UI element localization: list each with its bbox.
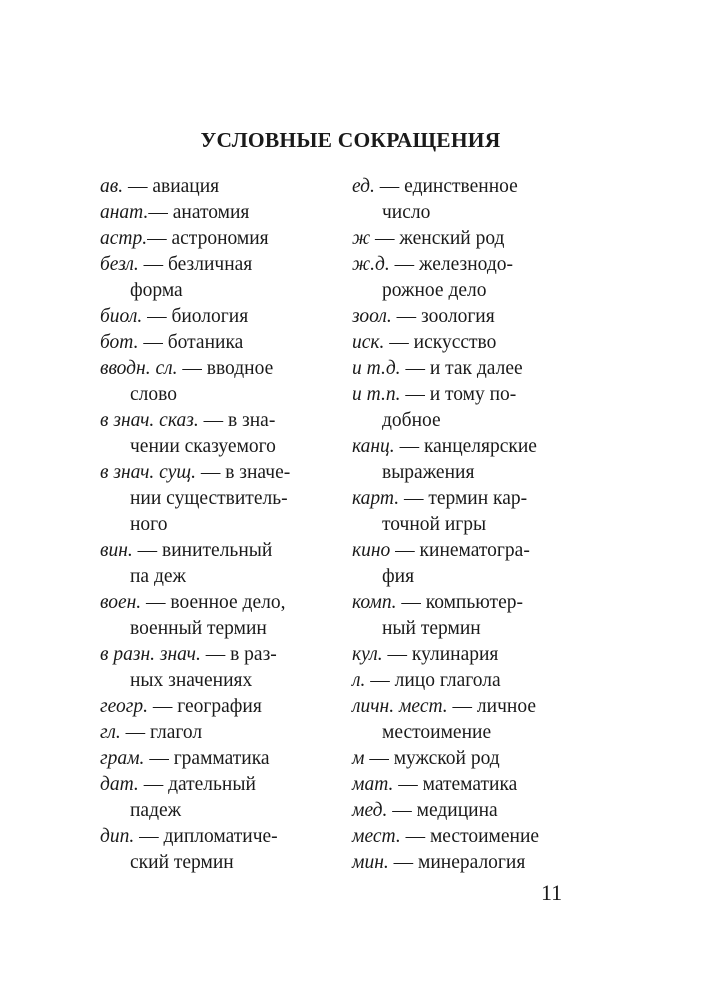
abbreviation-definition: — лицо глагола bbox=[365, 670, 501, 691]
entry-continuation-line bbox=[100, 798, 345, 824]
entry-first-line bbox=[352, 850, 602, 876]
abbreviation-definition: — авиация bbox=[123, 176, 220, 197]
abbreviation-definition: военный термин bbox=[130, 618, 267, 639]
abbreviation-term: карт. bbox=[352, 488, 400, 509]
abbreviation-term: бот. bbox=[100, 332, 139, 353]
abbreviation-definition: ного bbox=[130, 514, 168, 535]
abbreviation-entry bbox=[352, 668, 602, 694]
entry-first-line bbox=[352, 798, 602, 824]
abbreviations-right-column bbox=[352, 174, 602, 876]
abbreviation-entry bbox=[352, 382, 602, 434]
abbreviation-definition: — в значе- bbox=[195, 462, 291, 483]
abbreviation-entry bbox=[352, 538, 602, 590]
entry-first-line bbox=[352, 434, 602, 460]
abbreviation-term: мест. bbox=[352, 826, 401, 847]
entry-first-line bbox=[352, 486, 602, 512]
abbreviation-entry bbox=[352, 642, 602, 668]
abbreviation-entry bbox=[100, 694, 345, 720]
abbreviation-entry bbox=[100, 772, 345, 824]
abbreviation-definition: точной игры bbox=[382, 514, 487, 535]
abbreviation-definition: — термин кар- bbox=[399, 488, 528, 509]
entry-first-line bbox=[100, 642, 345, 668]
abbreviation-definition: — анатомия bbox=[148, 202, 250, 223]
abbreviation-entry bbox=[100, 226, 345, 252]
abbreviation-term: вин. bbox=[100, 540, 133, 561]
entry-first-line bbox=[352, 642, 602, 668]
entry-first-line bbox=[100, 330, 345, 356]
entry-first-line bbox=[352, 590, 602, 616]
abbreviation-term: кино bbox=[352, 540, 391, 561]
abbreviation-definition: ных значениях bbox=[130, 670, 253, 691]
abbreviation-definition: фия bbox=[382, 566, 415, 587]
abbreviation-entry bbox=[100, 200, 345, 226]
abbreviation-definition: — и так далее bbox=[400, 358, 523, 379]
abbreviation-definition: — астрономия bbox=[147, 228, 269, 249]
abbreviation-term: в знач. сказ. bbox=[100, 410, 199, 431]
entry-first-line bbox=[352, 694, 602, 720]
entry-first-line bbox=[352, 330, 602, 356]
abbreviation-definition: — минералогия bbox=[388, 852, 526, 873]
entry-first-line bbox=[352, 356, 602, 382]
entry-continuation-line bbox=[100, 486, 345, 512]
entry-continuation-line bbox=[352, 616, 602, 642]
entry-continuation-line bbox=[100, 564, 345, 590]
abbreviation-definition: — математика bbox=[393, 774, 518, 795]
abbreviation-term: воен. bbox=[100, 592, 142, 613]
abbreviation-term: ж.д. bbox=[352, 254, 390, 275]
abbreviation-entry bbox=[100, 746, 345, 772]
abbreviation-entry bbox=[100, 174, 345, 200]
abbreviation-term: геогр. bbox=[100, 696, 148, 717]
abbreviation-term: м bbox=[352, 748, 365, 769]
entry-first-line bbox=[352, 668, 602, 694]
entry-first-line bbox=[100, 252, 345, 278]
entry-first-line bbox=[100, 356, 345, 382]
abbreviation-term: мин. bbox=[352, 852, 389, 873]
abbreviation-entry bbox=[352, 772, 602, 798]
abbreviation-entry bbox=[100, 720, 345, 746]
entry-continuation-line bbox=[100, 668, 345, 694]
entry-first-line bbox=[100, 746, 345, 772]
abbreviation-term: иск. bbox=[352, 332, 385, 353]
abbreviation-definition: ный термин bbox=[382, 618, 481, 639]
entry-continuation-line bbox=[352, 200, 602, 226]
abbreviation-term: биол. bbox=[100, 306, 143, 327]
entry-first-line bbox=[352, 174, 602, 200]
abbreviation-entry bbox=[352, 174, 602, 226]
abbreviation-entry bbox=[352, 252, 602, 304]
entry-first-line bbox=[100, 538, 345, 564]
entry-first-line bbox=[352, 226, 602, 252]
abbreviation-entry bbox=[352, 824, 602, 850]
entry-first-line bbox=[100, 772, 345, 798]
abbreviation-term: кул. bbox=[352, 644, 383, 665]
entry-first-line bbox=[100, 304, 345, 330]
abbreviation-definition: нии существитель- bbox=[130, 488, 288, 509]
abbreviation-term: и т.д. bbox=[352, 358, 401, 379]
entry-continuation-line bbox=[100, 850, 345, 876]
entry-continuation-line bbox=[100, 382, 345, 408]
entry-continuation-line bbox=[100, 278, 345, 304]
abbreviation-definition: выражения bbox=[382, 462, 475, 483]
abbreviation-entry bbox=[100, 408, 345, 460]
abbreviation-definition: — глагол bbox=[120, 722, 203, 743]
page-number: 11 bbox=[541, 880, 563, 905]
abbreviation-definition: форма bbox=[130, 280, 183, 301]
abbreviation-definition: — в зна- bbox=[198, 410, 276, 431]
abbreviation-entry bbox=[352, 226, 602, 252]
abbreviation-entry bbox=[100, 460, 345, 538]
abbreviation-definition: — дипломатиче- bbox=[134, 826, 278, 847]
abbreviation-definition: — дательный bbox=[138, 774, 256, 795]
abbreviation-definition: падеж bbox=[130, 800, 182, 821]
abbreviation-term: мат. bbox=[352, 774, 394, 795]
abbreviation-term: в разн. знач. bbox=[100, 644, 201, 665]
abbreviation-definition: — биология bbox=[142, 306, 249, 327]
entry-continuation-line bbox=[352, 460, 602, 486]
abbreviation-entry bbox=[352, 356, 602, 382]
abbreviation-entry bbox=[352, 304, 602, 330]
abbreviation-definition: — мужской род bbox=[364, 748, 500, 769]
abbreviation-entry bbox=[100, 252, 345, 304]
abbreviation-definition: — личное bbox=[447, 696, 536, 717]
abbreviation-term: анат. bbox=[100, 202, 149, 223]
abbreviation-term: гл. bbox=[100, 722, 121, 743]
entry-continuation-line bbox=[100, 616, 345, 642]
abbreviation-definition: — вводное bbox=[177, 358, 274, 379]
abbreviation-definition: — медицина bbox=[387, 800, 498, 821]
abbreviation-entry bbox=[352, 486, 602, 538]
abbreviation-definition: — ботаника bbox=[138, 332, 244, 353]
entry-first-line bbox=[352, 824, 602, 850]
abbreviation-entry bbox=[352, 694, 602, 746]
abbreviation-definition: — военное дело, bbox=[141, 592, 286, 613]
entry-first-line bbox=[352, 304, 602, 330]
entry-first-line bbox=[352, 538, 602, 564]
abbreviation-entry bbox=[352, 798, 602, 824]
entry-first-line bbox=[352, 772, 602, 798]
entry-continuation-line bbox=[352, 720, 602, 746]
abbreviation-definition: число bbox=[382, 202, 431, 223]
abbreviation-definition: — искусство bbox=[384, 332, 497, 353]
entry-first-line bbox=[100, 174, 345, 200]
abbreviation-definition: — грамматика bbox=[144, 748, 270, 769]
abbreviation-entry bbox=[352, 746, 602, 772]
abbreviation-definition: рожное дело bbox=[382, 280, 487, 301]
abbreviation-term: астр. bbox=[100, 228, 148, 249]
abbreviation-term: личн. мест. bbox=[352, 696, 448, 717]
abbreviation-definition: — местоимение bbox=[400, 826, 540, 847]
abbreviation-term: в знач. сущ. bbox=[100, 462, 196, 483]
page-title: УСЛОВНЫЕ СОКРАЩЕНИЯ bbox=[200, 128, 501, 152]
abbreviation-term: грам. bbox=[100, 748, 145, 769]
entry-first-line bbox=[100, 590, 345, 616]
abbreviation-definition: — железнодо- bbox=[389, 254, 514, 275]
abbreviation-term: ед. bbox=[352, 176, 375, 197]
abbreviation-definition: — канцелярские bbox=[394, 436, 537, 457]
abbreviation-term: безл. bbox=[100, 254, 139, 275]
abbreviation-term: комп. bbox=[352, 592, 397, 613]
entry-continuation-line bbox=[100, 434, 345, 460]
abbreviation-definition: — винительный bbox=[132, 540, 273, 561]
entry-first-line bbox=[352, 746, 602, 772]
entry-continuation-line bbox=[352, 564, 602, 590]
abbreviation-definition: ский термин bbox=[130, 852, 234, 873]
abbreviation-definition: — кинематогра- bbox=[390, 540, 530, 561]
entry-first-line bbox=[100, 408, 345, 434]
abbreviation-entry bbox=[100, 330, 345, 356]
entry-first-line bbox=[100, 460, 345, 486]
abbreviation-term: вводн. сл. bbox=[100, 358, 178, 379]
abbreviation-term: дип. bbox=[100, 826, 135, 847]
entry-first-line bbox=[100, 824, 345, 850]
entry-first-line bbox=[352, 382, 602, 408]
abbreviation-entry bbox=[100, 304, 345, 330]
entry-first-line bbox=[100, 200, 345, 226]
abbreviation-definition: — география bbox=[148, 696, 262, 717]
entry-first-line bbox=[100, 226, 345, 252]
abbreviation-entry bbox=[352, 590, 602, 642]
abbreviation-entry bbox=[100, 538, 345, 590]
abbreviation-term: канц. bbox=[352, 436, 395, 457]
abbreviation-term: и т.п. bbox=[352, 384, 401, 405]
abbreviation-definition: — в раз- bbox=[200, 644, 277, 665]
abbreviation-definition: — единственное bbox=[374, 176, 518, 197]
abbreviation-term: мед. bbox=[352, 800, 388, 821]
abbreviation-term: л. bbox=[352, 670, 366, 691]
abbreviation-definition: — и тому по- bbox=[400, 384, 517, 405]
abbreviation-definition: — женский род bbox=[370, 228, 505, 249]
abbreviation-term: зоол. bbox=[352, 306, 392, 327]
abbreviations-left-column bbox=[100, 174, 345, 876]
entry-continuation-line bbox=[100, 512, 345, 538]
abbreviation-definition: па деж bbox=[130, 566, 187, 587]
abbreviation-definition: — кулинария bbox=[382, 644, 499, 665]
abbreviation-entry bbox=[100, 590, 345, 642]
entry-first-line bbox=[352, 252, 602, 278]
abbreviation-entry bbox=[352, 850, 602, 876]
entry-first-line bbox=[100, 720, 345, 746]
abbreviation-definition: чении сказуемого bbox=[130, 436, 276, 457]
entry-first-line bbox=[100, 694, 345, 720]
abbreviation-entry bbox=[352, 434, 602, 486]
abbreviation-definition: — компьютер- bbox=[396, 592, 523, 613]
abbreviation-definition: добное bbox=[382, 410, 441, 431]
abbreviation-definition: слово bbox=[130, 384, 177, 405]
abbreviation-entry bbox=[100, 824, 345, 876]
entry-continuation-line bbox=[352, 278, 602, 304]
entry-continuation-line bbox=[352, 408, 602, 434]
entry-continuation-line bbox=[352, 512, 602, 538]
abbreviation-definition: местоимение bbox=[382, 722, 492, 743]
abbreviation-definition: — зоология bbox=[391, 306, 495, 327]
abbreviation-entry bbox=[100, 642, 345, 694]
abbreviation-definition: — безличная bbox=[138, 254, 253, 275]
abbreviation-term: дат. bbox=[100, 774, 139, 795]
abbreviation-entry bbox=[100, 356, 345, 408]
abbreviation-entry bbox=[352, 330, 602, 356]
abbreviation-term: ав. bbox=[100, 176, 124, 197]
abbreviation-term: ж bbox=[352, 228, 371, 249]
